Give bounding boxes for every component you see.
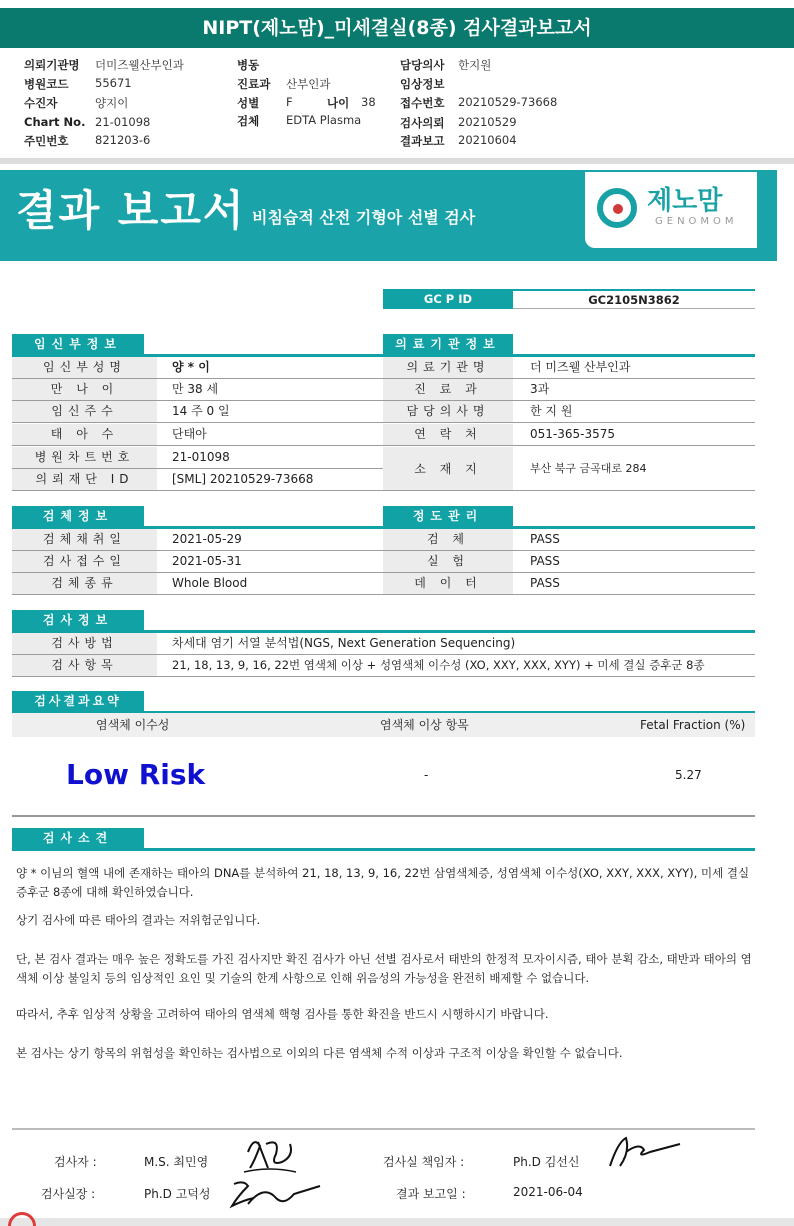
doctor-value: 한지원 [458,58,492,72]
table-row: 의뢰재단 ID [SML] 20210529-73668 [12,469,383,491]
resident-no-value: 821203-6 [95,133,151,147]
abnormal-value: - [424,768,429,782]
age-value: 38 [361,95,376,109]
tester-signature [240,1132,300,1178]
patient-value: 양지이 [95,96,129,110]
tester-label: 검사자 : [54,1155,97,1169]
table-row: 만 나 이 만 38 세 [12,379,383,401]
table-row: 임신부성명 양 * 이 [12,357,383,379]
doctor-key: 담당의사 [400,58,445,72]
hospital-code-key: 병원코드 [24,77,69,91]
sex-key: 성별 [237,96,260,110]
findings-title: 검사소견 [12,828,144,848]
institution-name-key: 의뢰기관명 [24,58,80,72]
summary-bottom-line [12,815,755,817]
resident-no-key: 주민번호 [24,134,69,148]
tester-name: M.S. 최민영 [144,1155,209,1169]
report-title: NIPT(제노맘)_미세결실(8종) 검사결과보고서 [0,8,794,48]
pregnant-info-title: 임신부정보 [12,334,144,354]
table-row: 진 료 과 3과 [383,379,755,401]
chart-no-key: Chart No. [24,115,86,129]
gcp-id-value: GC2105N3862 [513,289,755,309]
clinical-info-key: 임상정보 [400,77,445,91]
risk-result: Low Risk [66,758,206,791]
table-row: 검사접수일 2021-05-31 [12,551,383,573]
logo-en-text: GENOMOM [655,216,738,227]
finding-paragraph: 본 검사는 상기 항목의 위험성을 확인하는 검사법으로 이외의 다른 염색체 수적 이상과 구조적 이상을 확인할 수 없습니다. [16,1046,623,1060]
summary-title: 검사결과요약 [12,691,144,711]
table-row: 실 험 PASS [383,551,755,573]
stamp-mark [8,1212,36,1226]
lab-head-signature [224,1176,324,1216]
table-row: 의료기관명 더 미즈웰 산부인과 [383,357,755,379]
hospital-code-value: 55671 [95,76,132,90]
summary-header-row [12,713,755,737]
report-date-value: 2021-06-04 [513,1185,583,1199]
lab-manager-name: Ph.D 김선신 [513,1155,580,1169]
genomom-logo [585,172,757,248]
table-row: 병원차트번호 21-01098 [12,447,383,469]
institution-name-value: 더미즈웰산부인과 [95,58,184,72]
table-row: 검체채취일 2021-05-29 [12,529,383,551]
patient-key: 수진자 [24,96,58,110]
qc-info-title: 정도관리 [383,506,513,526]
table-row: 소 재 지 부산 북구 금곡대로 284 [383,447,755,491]
summary-col-abnormal: 염색체 이상 항목 [380,718,469,732]
banner-subtitle: 비침습적 산전 기형아 선별 검사 [252,208,476,227]
institution-info-title: 의료기관정보 [383,334,513,354]
summary-col-aneuploidy: 염색체 이수성 [96,718,170,732]
finding-paragraph: 양 * 이님의 혈액 내에 존재하는 태아의 DNA를 분석하여 21, 18, 13, 9, 16, 22번 삼염색체증, 성염색체 이수성(XO, XXY, XXX, XYY), 미세 결실 증후군 8종에 대해 확인하였습니다. [16,866,750,899]
department-value: 산부인과 [286,77,331,91]
specimen-info-title: 검체정보 [12,506,144,526]
gcp-id-label: GC P ID [383,289,513,309]
chart-no-value: 21-01098 [95,115,151,129]
table-row: 데 이 터 PASS [383,573,755,595]
receipt-no-value: 20210529-73668 [458,95,558,109]
header-divider [0,158,794,164]
receipt-no-key: 접수번호 [400,96,445,110]
finding-paragraph: 단, 본 검사 결과는 매우 높은 정확도를 가진 검사지만 확진 검사가 아닌 선별 검사로서 태반의 한정적 모자이시즘, 태아 분획 감소, 태반과 태아의 염색체 이상 불일치 등의 임상적인 요인 및 기술의 한계 사항으로 인해 위음성의 가능성을 완전히 배제할 수 없습니다. [16,952,752,985]
banner-title: 결과 보고서 [16,186,246,235]
summary-col-fetal-fraction: Fetal Fraction (%) [640,718,746,732]
logo-text: 제노맘 [647,186,723,216]
report-date-value: 20210604 [458,133,517,147]
finding-paragraph: 상기 검사에 따른 태아의 결과는 저위험군입니다. [16,913,261,927]
report-date-key: 결과보고 [400,134,445,148]
finding-paragraph: 따라서, 추후 임상적 상황을 고려하여 태아의 염색체 핵형 검사를 통한 확진을 반드시 시행하시기 바랍니다. [16,1007,549,1021]
sex-value: F [286,95,293,109]
specimen-key: 검체 [237,114,260,128]
lab-manager-signature [600,1132,684,1172]
genomom-logo-icon [597,188,637,228]
fetal-fraction-value: 5.27 [675,768,702,782]
table-row: 검사항목 21, 18, 13, 9, 16, 22번 염색체 이상 + 성염색체 이수성 (XO, XXY, XXX, XYY) + 미세 결실 증후군 8종 [12,655,755,677]
table-row: 태 아 수 단태아 [12,424,383,446]
ward-key: 병동 [237,58,260,72]
request-date-value: 20210529 [458,115,517,129]
age-key: 나이 [327,96,350,110]
report-date-label: 결과 보고일 : [396,1187,466,1201]
table-row: 검 체 PASS [383,529,755,551]
table-row: 담당의사명 한 지 원 [383,401,755,423]
bottom-bar [0,1218,794,1226]
signature-divider [12,1128,755,1130]
specimen-value: EDTA Plasma [286,113,362,127]
findings-line [12,848,755,851]
lab-manager-label: 검사실 책임자 : [383,1155,465,1169]
department-key: 진료과 [237,77,271,91]
test-info-title: 검사정보 [12,610,144,630]
table-row: 임신주수 14 주 0 일 [12,401,383,423]
table-row: 연 락 처 051-365-3575 [383,424,755,446]
request-date-key: 검사의뢰 [400,116,445,130]
table-row: 검사방법 차세대 염기 서열 분석법(NGS, Next Generation Sequencing) [12,633,755,655]
lab-head-label: 검사실장 : [41,1187,96,1201]
banner-line [0,260,777,261]
table-row: 검체종류 Whole Blood [12,573,383,595]
lab-head-name: Ph.D 고덕성 [144,1187,211,1201]
